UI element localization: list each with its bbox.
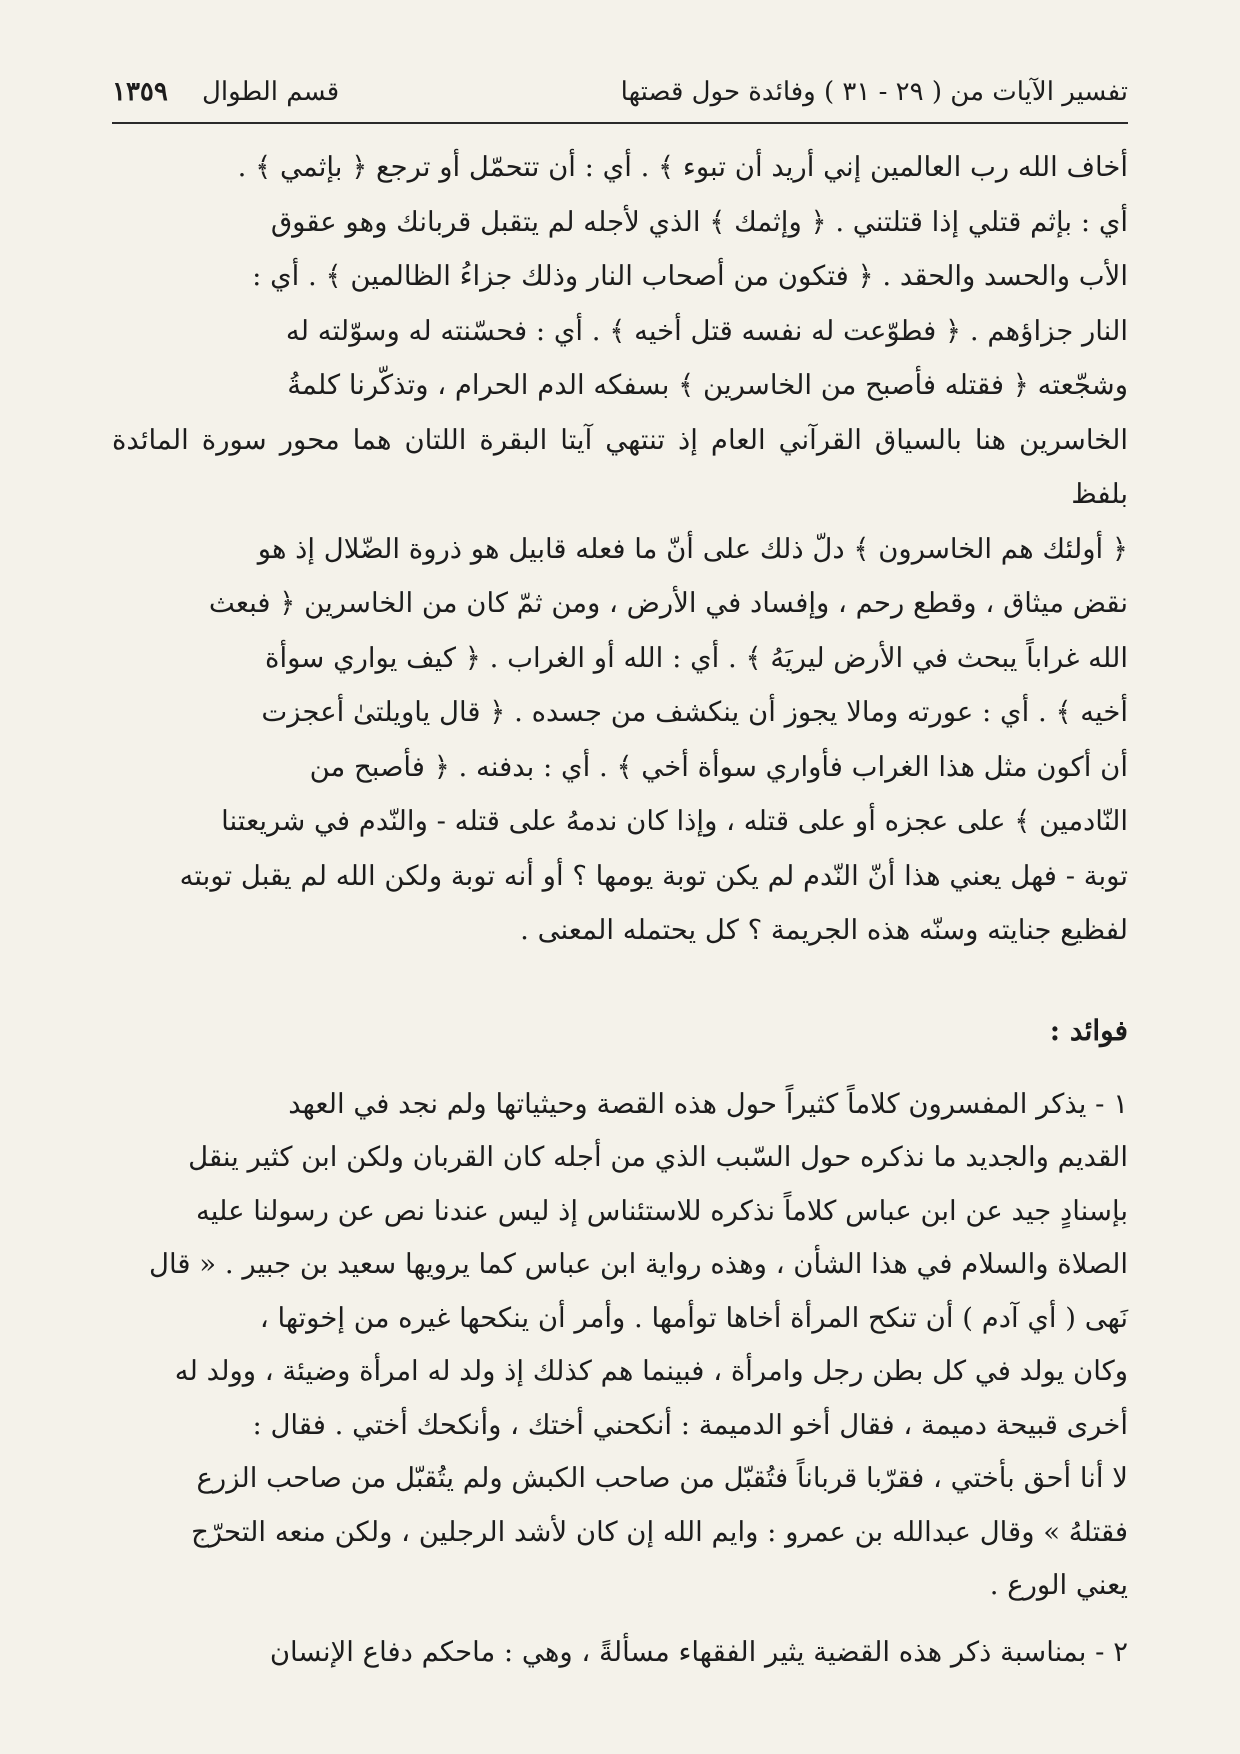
text-line: بإسنادٍ جيد عن ابن عباس كلاماً نذكره للاستئناس إذ ليس عندنا نص عن رسولنا عليه (195, 1194, 1128, 1227)
text-line: الخاسرين هنا بالسياق القرآني العام إذ تنتهي آيتا البقرة اللتان هما محور سورة المائدة بلفظ (112, 423, 1128, 510)
header-section: قسم الطوال (202, 77, 340, 107)
header-title: تفسير الآيات من ( ٢٩ - ٣١ ) وفائدة حول قصتها (620, 77, 1128, 107)
text-line: ١ - يذكر المفسرون كلاماً كثيراً حول هذه القصة وحيثياتها ولم نجد في العهد (288, 1087, 1128, 1120)
benefit-paragraph-1 (112, 1078, 1128, 1613)
text-line: أخيه ﴾ . أي : عورته ومالا يجوز أن ينكشف من جسده . ﴿ قال ياويلتىٰ أعجزت (261, 696, 1128, 728)
text-line: النار جزاؤهم . ﴿ فطوّعت له نفسه قتل أخيه ﴾ . أي : فحسّنته له وسوّلته له (285, 314, 1128, 347)
text-line: أن أكون مثل هذا الغراب فأواري سوأة أخي ﴾ . أي : بدفنه . ﴿ فأصبح من (309, 750, 1128, 783)
text-line: نقض ميثاق ، وقطع رحم ، وإفساد في الأرض ، ومن ثمّ كان من الخاسرين ﴿ فبعث (208, 587, 1128, 619)
text-line: النّادمين ﴾ على عجزه أو على قتله ، وإذا كان ندمهُ على قتله - والنّدم في شريعتنا (221, 805, 1128, 837)
text-line: وكان يولد في كل بطن رجل وامرأة ، فبينما هم كذلك إذ ولد له امرأة وضيئة ، وولد له (174, 1355, 1128, 1387)
text-line: أي : بإثم قتلي إذا قتلتني . ﴿ وإثمك ﴾ الذي لأجله لم يتقبل قربانك وهو عقوق (270, 205, 1128, 238)
text-line: أخاف الله رب العالمين إني أريد أن تبوء ﴾ . أي : أن تتحمّل أو ترجع ﴿ بإثمي ﴾ . (237, 151, 1128, 183)
tafsir-text (112, 140, 1128, 958)
header-rule (112, 122, 1128, 124)
text-line: فقتلهُ » وقال عبدالله بن عمرو : وايم الله إن كان لأشد الرجلين ، ولكن منعه التحرّج (191, 1515, 1128, 1548)
section-heading: فوائد : (1049, 1013, 1128, 1047)
text-line: نَهى ( أي آدم ) أن تنكح المرأة أخاها توأمها . وأمر أن ينكحها غيره من إخوتها ، (259, 1301, 1128, 1334)
running-header (112, 70, 1128, 114)
text-line: توبة - فهل يعني هذا أنّ النّدم لم يكن توبة يومها ؟ أو أنه توبة ولكن الله لم يقبل توبته (179, 859, 1128, 892)
benefit-paragraph-2: ٢ - بمناسبة ذكر هذه القضية يثير الفقهاء مسألةً ، وهي : ماحكم دفاع الإنسان (269, 1635, 1128, 1668)
text-line: لفظيع جنايته وسنّه هذه الجريمة ؟ كل يحتمله المعنى . (520, 914, 1128, 946)
text-line: لا أنا أحق بأختي ، فقرّبا قرباناً فتُقبّل من صاحب الكبش ولم يتُقبّل من صاحب الزرع (196, 1462, 1128, 1494)
text-line: الأب والحسد والحقد . ﴿ فتكون من أصحاب النار وذلك جزاءُ الظالمين ﴾ . أي : (252, 260, 1128, 292)
text-line: الصلاة والسلام في هذا الشأن ، وهذه رواية ابن عباس كما يرويها سعيد بن جبير . « قال (149, 1248, 1128, 1280)
text-line: الله غراباً يبحث في الأرض ليريَهُ ﴾ . أي : الله أو الغراب . ﴿ كيف يواري سوأة (265, 641, 1128, 674)
text-line: يعني الورع . (989, 1569, 1128, 1601)
text-line: أخرى قبيحة دميمة ، فقال أخو الدميمة : أنكحني أختك ، وأنكحك أختي . فقال : (252, 1408, 1128, 1441)
text-line: القديم والجديد ما نذكره حول السّبب الذي من أجله كان القربان ولكن ابن كثير ينقل (188, 1141, 1128, 1173)
text-line: ﴿ أولئك هم الخاسرون ﴾ دلّ ذلك على أنّ ما فعله قابيل هو ذروة الضّلال إذ هو (257, 532, 1128, 565)
text-line: وشجّعته ﴿ فقتله فأصبح من الخاسرين ﴾ بسفكه الدم الحرام ، وتذكّرنا كلمةُ (287, 369, 1128, 401)
page-number: ١٣٥٩ (112, 77, 168, 107)
